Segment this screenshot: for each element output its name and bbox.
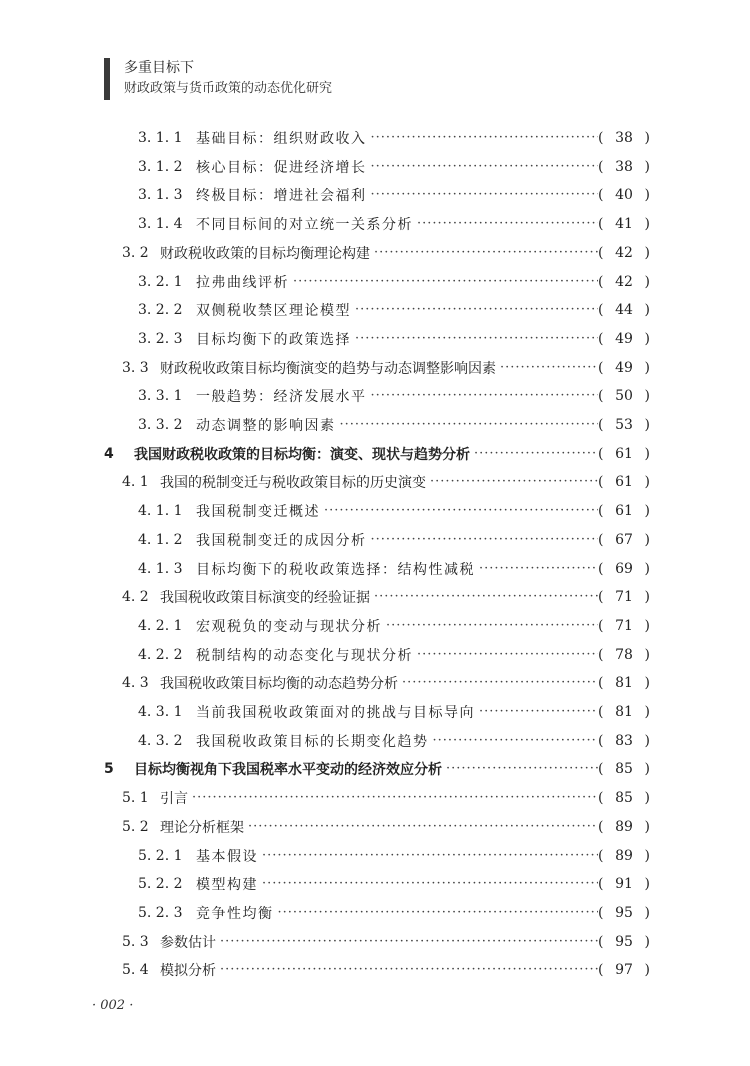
toc-entry-number: 3. 2. 2 xyxy=(138,302,183,319)
page-paren-open: ( xyxy=(598,790,604,807)
toc-entry-page xyxy=(598,589,650,605)
dot-leader xyxy=(367,530,599,550)
toc-entry-number: 3. 3. 2 xyxy=(138,417,183,433)
page-paren-open: ( xyxy=(598,302,604,319)
page-paren-close: ) xyxy=(644,962,650,979)
page-paren-close: ) xyxy=(644,445,650,462)
page-paren-open: ( xyxy=(598,560,604,577)
toc-entry-page xyxy=(598,503,650,519)
toc-entry-title: 参数估计 xyxy=(160,934,216,951)
toc-entry-title: 核心目标：促进经济增长 xyxy=(196,159,367,176)
toc-entry-number: 4. 3. 1 xyxy=(138,704,183,720)
toc-entry[interactable] xyxy=(138,870,650,898)
page-paren-open: ( xyxy=(598,503,604,520)
toc-entry-page-number: 95 xyxy=(615,904,633,921)
toc-entry-page xyxy=(598,848,650,864)
toc-entry-number: 3. 1. 1 xyxy=(138,130,183,146)
header-series-title: 多重目标下 xyxy=(124,60,194,76)
toc-entry[interactable] xyxy=(138,382,650,410)
toc-entry-page xyxy=(598,388,650,404)
toc-entry-page-number: 42 xyxy=(615,244,633,261)
toc-entry-page xyxy=(598,761,650,777)
toc-entry-page-number: 83 xyxy=(615,732,633,749)
toc-entry[interactable] xyxy=(138,411,650,439)
page-paren-open: ( xyxy=(598,589,604,606)
toc-entry-title: 财政税收政策目标均衡演变的趋势与动态调整影响因素 xyxy=(160,360,496,377)
toc-entry-title: 终极目标：增进社会福利 xyxy=(196,188,367,205)
toc-entry[interactable] xyxy=(138,727,650,755)
toc-entry[interactable] xyxy=(122,468,650,496)
toc-entry-number: 5. 2 xyxy=(122,818,149,835)
toc-entry-page xyxy=(598,274,650,290)
toc-entry-number: 5. 4 xyxy=(122,962,149,979)
toc-entry-page xyxy=(598,647,650,663)
toc-entry-page xyxy=(598,417,650,433)
toc-entry-title: 理论分析框架 xyxy=(160,819,244,836)
page-paren-close: ) xyxy=(644,417,650,433)
toc-entry-page-number: 49 xyxy=(615,330,633,347)
toc-entry[interactable] xyxy=(104,755,650,783)
page-paren-close: ) xyxy=(644,359,650,376)
toc-entry-page-number: 71 xyxy=(615,617,633,634)
toc-entry-number: 4 xyxy=(104,445,114,462)
toc-entry[interactable] xyxy=(122,239,650,267)
dot-leader xyxy=(336,415,599,435)
toc-entry-title: 我国税收政策目标的长期变化趋势 xyxy=(196,733,429,750)
toc-entry-number: 4. 1. 2 xyxy=(138,531,183,548)
toc-entry-page-number: 38 xyxy=(615,158,633,175)
toc-entry-number: 4. 1. 1 xyxy=(138,503,183,520)
toc-entry-page xyxy=(598,819,650,835)
page-paren-close: ) xyxy=(644,904,650,921)
toc-entry-page-number: 69 xyxy=(615,560,633,577)
toc-entry-page xyxy=(598,360,650,376)
toc-entry-title: 基本假设 xyxy=(196,848,258,865)
toc-entry[interactable] xyxy=(122,813,650,841)
toc-entry-title: 税制结构的动态变化与现状分析 xyxy=(196,647,413,664)
toc-entry-title: 目标均衡视角下我国税率水平变动的经济效应分析 xyxy=(134,762,442,779)
toc-entry[interactable] xyxy=(122,784,650,812)
toc-entry-number: 5 xyxy=(104,761,114,778)
toc-entry-number: 4. 3 xyxy=(122,675,149,692)
toc-entry-page xyxy=(598,962,650,978)
dot-leader xyxy=(351,300,598,320)
toc-entry-page xyxy=(598,704,650,720)
toc-entry[interactable] xyxy=(138,268,650,296)
toc-entry-number: 3. 3 xyxy=(122,359,149,376)
dot-leader xyxy=(429,731,599,751)
page-paren-open: ( xyxy=(598,818,604,835)
toc-entry-number: 3. 1. 4 xyxy=(138,216,183,233)
dot-leader xyxy=(289,272,598,292)
page-paren-close: ) xyxy=(644,503,650,520)
page-paren-close: ) xyxy=(644,818,650,835)
toc-entry[interactable] xyxy=(138,698,650,726)
page-paren-close: ) xyxy=(644,216,650,233)
page-paren-close: ) xyxy=(644,790,650,807)
dot-leader xyxy=(413,214,598,234)
toc-entry[interactable] xyxy=(122,583,650,611)
page-paren-close: ) xyxy=(644,187,650,204)
page-paren-open: ( xyxy=(598,761,604,778)
page-paren-open: ( xyxy=(598,130,604,146)
toc-entry-number: 5. 2. 1 xyxy=(138,847,183,864)
toc-entry[interactable] xyxy=(122,669,650,697)
toc-entry[interactable] xyxy=(138,210,650,238)
toc-entry-page-number: 49 xyxy=(615,359,633,376)
dot-leader xyxy=(442,759,598,779)
toc-entry[interactable] xyxy=(138,641,650,669)
toc-entry-page-number: 81 xyxy=(615,675,633,692)
page-paren-open: ( xyxy=(598,675,604,692)
toc-entry-page-number: 50 xyxy=(615,388,633,405)
toc-entry-title: 目标均衡下的政策选择 xyxy=(196,331,351,348)
page-paren-close: ) xyxy=(644,704,650,720)
page-paren-close: ) xyxy=(644,302,650,319)
toc-entry-page xyxy=(598,474,650,490)
toc-entry[interactable] xyxy=(138,153,650,181)
toc-entry[interactable] xyxy=(122,956,650,984)
toc-entry-page-number: 53 xyxy=(615,417,633,433)
dot-leader xyxy=(496,358,598,378)
toc-entry-number: 4. 2. 2 xyxy=(138,646,183,663)
toc-entry-title: 我国税制变迁概述 xyxy=(196,504,320,521)
dot-leader xyxy=(274,903,599,923)
dot-leader xyxy=(382,616,598,636)
toc-entry-number: 3. 2. 1 xyxy=(138,273,183,290)
toc-entry-title: 模拟分析 xyxy=(160,963,216,980)
page-paren-open: ( xyxy=(598,617,604,634)
toc-entry-number: 4. 1. 3 xyxy=(138,560,183,577)
toc-entry-page xyxy=(598,159,650,175)
toc-entry-page xyxy=(598,245,650,261)
toc-entry-page xyxy=(598,331,650,347)
page-paren-close: ) xyxy=(644,847,650,864)
toc-entry-title: 我国税制变迁的成因分析 xyxy=(196,532,367,549)
toc-entry-page-number: 81 xyxy=(615,704,633,720)
page-paren-open: ( xyxy=(598,904,604,921)
toc-entry[interactable] xyxy=(122,354,650,382)
toc-entry-page-number: 95 xyxy=(615,933,633,950)
toc-entry-page-number: 89 xyxy=(615,818,633,835)
toc-entry[interactable] xyxy=(138,526,650,554)
page-paren-open: ( xyxy=(598,704,604,720)
dot-leader xyxy=(351,329,598,349)
toc-entry[interactable] xyxy=(138,124,650,152)
toc-entry-page xyxy=(598,561,650,577)
toc-entry-page xyxy=(598,618,650,634)
toc-entry-page xyxy=(598,187,650,203)
toc-entry-page-number: 38 xyxy=(615,130,633,146)
toc-entry-title: 当前我国税收政策面对的挑战与目标导向 xyxy=(196,705,475,721)
toc-entry-number: 4. 3. 2 xyxy=(138,732,183,749)
toc-entry-page-number: 71 xyxy=(615,589,633,606)
dot-leader xyxy=(367,386,599,406)
page-paren-close: ) xyxy=(644,589,650,606)
toc-entry-number: 3. 3. 1 xyxy=(138,388,183,405)
page-paren-close: ) xyxy=(644,158,650,175)
toc-entry-page-number: 67 xyxy=(615,531,633,548)
toc-entry[interactable] xyxy=(138,899,650,927)
page-paren-close: ) xyxy=(644,531,650,548)
page-paren-open: ( xyxy=(598,876,604,893)
page-paren-open: ( xyxy=(598,732,604,749)
toc-entry-number: 3. 1. 2 xyxy=(138,158,183,175)
page-paren-open: ( xyxy=(598,474,604,491)
toc-entry-page xyxy=(598,733,650,749)
toc-entry[interactable] xyxy=(138,842,650,870)
dot-leader xyxy=(188,788,598,808)
toc-entry-number: 3. 2. 3 xyxy=(138,330,183,347)
dot-leader xyxy=(258,846,598,866)
page-number: · 002 · xyxy=(92,998,134,1013)
header-book-title: 财政政策与货币政策的动态优化研究 xyxy=(124,81,333,96)
dot-leader xyxy=(320,501,598,521)
dot-leader xyxy=(370,243,598,263)
dot-leader xyxy=(258,874,598,894)
toc-entry-page-number: 44 xyxy=(615,302,633,319)
dot-leader xyxy=(475,702,598,722)
toc-entry-page xyxy=(598,302,650,318)
toc-entry-page-number: 61 xyxy=(615,474,633,491)
toc-entry-title: 动态调整的影响因素 xyxy=(196,418,336,434)
dot-leader xyxy=(470,444,598,464)
toc-entry-page-number: 40 xyxy=(615,187,633,204)
toc-entry-number: 5. 1 xyxy=(122,790,149,807)
toc-entry-page xyxy=(598,216,650,232)
toc-entry-number: 5. 2. 3 xyxy=(138,904,183,921)
page-paren-close: ) xyxy=(644,560,650,577)
toc-entry-number: 5. 3 xyxy=(122,933,149,950)
toc-entry-title: 引言 xyxy=(160,791,188,808)
toc-entry-number: 4. 1 xyxy=(122,474,149,491)
toc-entry-page xyxy=(598,905,650,921)
dot-leader xyxy=(398,673,598,693)
toc-entry-page-number: 85 xyxy=(615,761,633,778)
page-paren-close: ) xyxy=(644,933,650,950)
page-paren-close: ) xyxy=(644,130,650,146)
dot-leader xyxy=(426,472,598,492)
page-paren-open: ( xyxy=(598,445,604,462)
page-paren-close: ) xyxy=(644,388,650,405)
page-paren-open: ( xyxy=(598,359,604,376)
dot-leader xyxy=(244,817,598,837)
dot-leader xyxy=(367,128,599,148)
toc-entry-title: 模型构建 xyxy=(196,877,258,894)
toc-entry[interactable] xyxy=(122,928,650,956)
toc-entry-page-number: 61 xyxy=(615,503,633,520)
page-paren-open: ( xyxy=(598,847,604,864)
dot-leader xyxy=(475,559,598,579)
toc-entry-page xyxy=(598,532,650,548)
toc-entry-page xyxy=(598,876,650,892)
toc-entry-number: 4. 2. 1 xyxy=(138,617,183,634)
toc-entry[interactable] xyxy=(104,440,650,468)
page-paren-open: ( xyxy=(598,417,604,433)
page-paren-open: ( xyxy=(598,244,604,261)
toc-entry-title: 我国税收政策目标演变的经验证据 xyxy=(160,590,370,607)
toc-entry-title: 我国的税制变迁与税收政策目标的历史演变 xyxy=(160,475,426,492)
toc-entry-number: 3. 2 xyxy=(122,244,149,261)
page-paren-close: ) xyxy=(644,330,650,347)
toc-entry-number: 4. 2 xyxy=(122,589,149,606)
dot-leader xyxy=(367,185,599,205)
page-paren-close: ) xyxy=(644,761,650,778)
page-paren-open: ( xyxy=(598,158,604,175)
toc-entry-number: 3. 1. 3 xyxy=(138,187,183,204)
toc-entry-page xyxy=(598,675,650,691)
toc-entry-page xyxy=(598,790,650,806)
toc-entry-title: 不同目标间的对立统一关系分析 xyxy=(196,217,413,234)
running-header xyxy=(104,58,332,100)
toc-entry[interactable] xyxy=(138,555,650,583)
dot-leader xyxy=(216,932,598,952)
toc-entry-page-number: 97 xyxy=(615,962,633,979)
toc-entry-page-number: 78 xyxy=(615,646,633,663)
toc-entry-title: 我国税收政策目标均衡的动态趋势分析 xyxy=(160,676,398,693)
page-paren-open: ( xyxy=(598,187,604,204)
page-paren-open: ( xyxy=(598,531,604,548)
toc-entry-title: 拉弗曲线评析 xyxy=(196,274,289,291)
page-paren-close: ) xyxy=(644,244,650,261)
toc-entry[interactable] xyxy=(138,296,650,324)
toc-entry-page xyxy=(598,446,650,462)
page-paren-open: ( xyxy=(598,273,604,290)
toc-entry-page-number: 91 xyxy=(615,876,633,893)
page-paren-close: ) xyxy=(644,617,650,634)
toc-entry-page xyxy=(598,130,650,146)
dot-leader xyxy=(370,587,598,607)
dot-leader xyxy=(413,645,598,665)
toc-entry-title: 双侧税收禁区理论模型 xyxy=(196,303,351,320)
toc-entry-title: 竞争性均衡 xyxy=(196,905,274,922)
page-paren-open: ( xyxy=(598,330,604,347)
page-paren-open: ( xyxy=(598,388,604,405)
toc-entry-page-number: 42 xyxy=(615,273,633,290)
toc-entry-number: 5. 2. 2 xyxy=(138,876,183,893)
toc-entry[interactable] xyxy=(138,612,650,640)
toc-entry-page xyxy=(598,934,650,950)
dot-leader xyxy=(216,960,598,980)
toc-entry-page-number: 85 xyxy=(615,790,633,807)
toc-entry[interactable] xyxy=(138,325,650,353)
toc-entry-title: 目标均衡下的税收政策选择：结构性减税 xyxy=(196,561,475,578)
page-paren-close: ) xyxy=(644,732,650,749)
page-paren-close: ) xyxy=(644,474,650,491)
page-paren-open: ( xyxy=(598,646,604,663)
toc-entry[interactable] xyxy=(138,181,650,209)
page-paren-open: ( xyxy=(598,933,604,950)
toc-entry-title: 我国财政税收政策的目标均衡：演变、现状与趋势分析 xyxy=(134,446,470,463)
toc-entry-title: 一般趋势：经济发展水平 xyxy=(196,389,367,406)
toc-entry-title: 基础目标：组织财政收入 xyxy=(196,131,367,147)
toc-entry-page-number: 61 xyxy=(615,445,633,462)
toc-entry-page-number: 41 xyxy=(615,216,633,233)
page-paren-close: ) xyxy=(644,646,650,663)
toc-entry-title: 财政税收政策的目标均衡理论构建 xyxy=(160,245,370,262)
toc-entry-title: 宏观税负的变动与现状分析 xyxy=(196,618,382,635)
page-paren-close: ) xyxy=(644,675,650,692)
page-paren-close: ) xyxy=(644,273,650,290)
dot-leader xyxy=(367,157,599,177)
toc-entry-page-number: 89 xyxy=(615,847,633,864)
page-paren-close: ) xyxy=(644,876,650,893)
toc-entry[interactable] xyxy=(138,497,650,525)
page-paren-open: ( xyxy=(598,962,604,979)
page-paren-open: ( xyxy=(598,216,604,233)
